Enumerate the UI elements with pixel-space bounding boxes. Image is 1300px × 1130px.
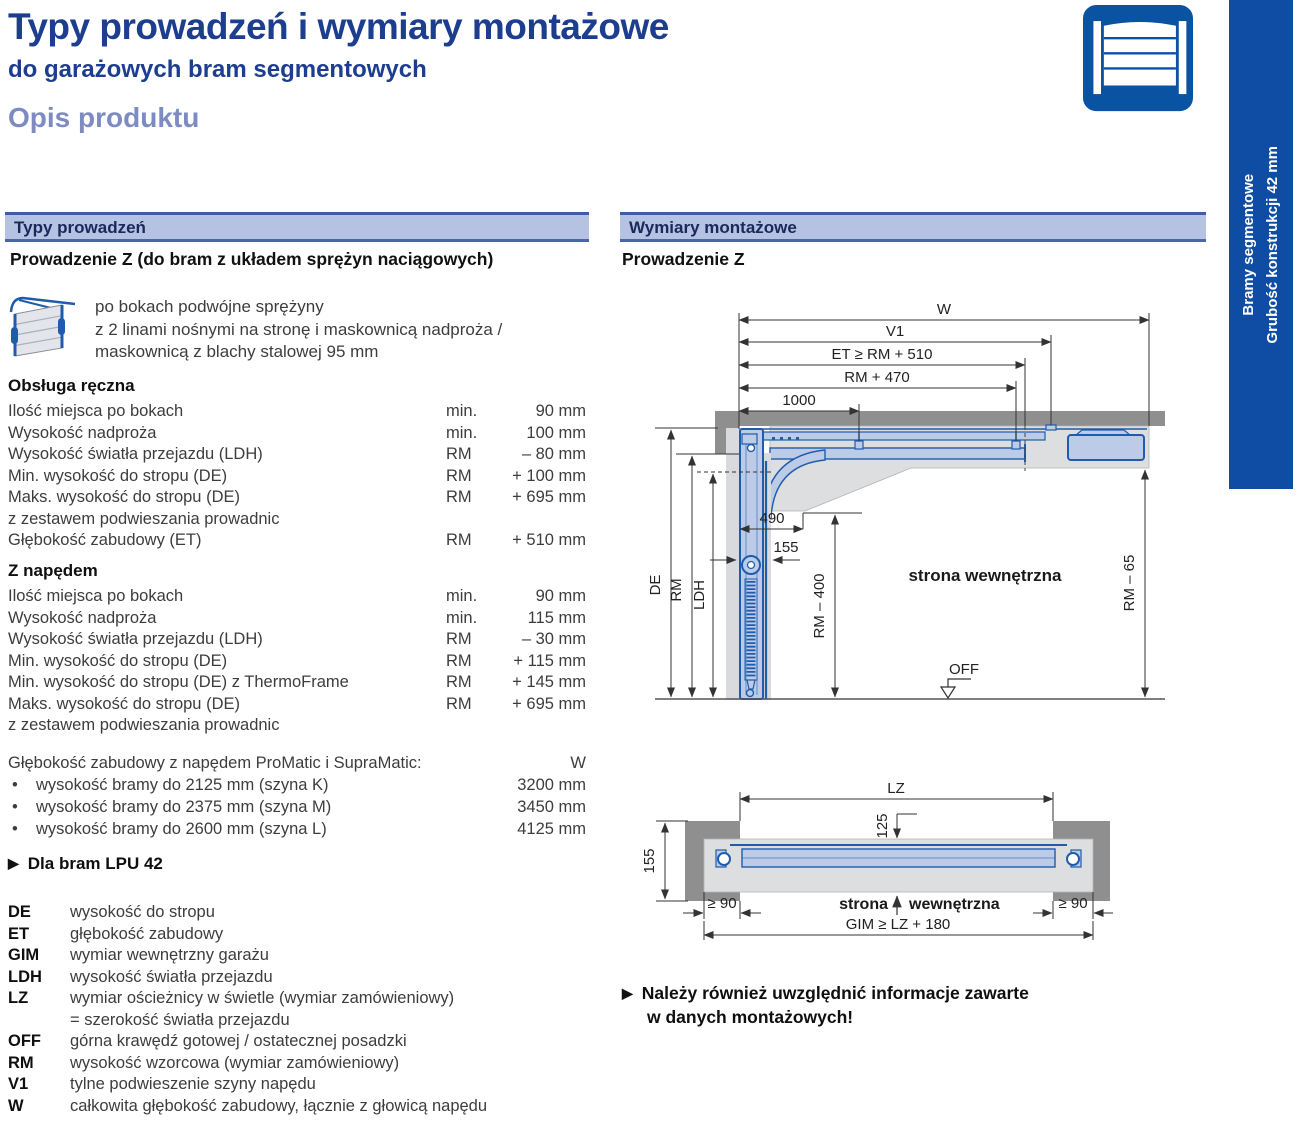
legend-row: DE wysokość do stropu bbox=[8, 903, 215, 921]
table-row: Ilość miejsca po bokach min. 90 mm bbox=[8, 402, 586, 420]
bottom-roller bbox=[747, 690, 754, 697]
operator-head bbox=[1068, 435, 1144, 460]
legend-row: OFF górna krawędź gotowej / ostatecznej posadzki bbox=[8, 1032, 407, 1050]
table-row: Maks. wysokość do stropu (DE) RM + 695 mm bbox=[8, 694, 586, 713]
operator-rail bbox=[742, 432, 1045, 440]
spec-table-powered bbox=[8, 561, 586, 737]
track-type-subhead: Prowadzenie Z (do bram z układem sprężyn naciągowych) bbox=[10, 249, 494, 269]
inside-label: strona wewnętrzna bbox=[908, 566, 1062, 585]
dim-label-155: 155 bbox=[773, 539, 799, 556]
table-row: Wysokość nadproża min. 115 mm bbox=[8, 608, 586, 627]
dim-label-1000: 1000 bbox=[782, 392, 816, 409]
legend-row: W całkowita głębokość zabudowy, łącznie z głowicą napędu bbox=[8, 1096, 488, 1115]
legend-row: LZ wymiar ościeżnicy w świetle (wymiar zamówieniowy) = szerokość światła przejazdu bbox=[8, 989, 455, 1029]
dim-label-rm65: RM – 65 bbox=[1121, 554, 1138, 612]
list-item: • wysokość bramy do 2600 mm (szyna L) 4125 mm bbox=[12, 820, 586, 838]
depth-heading-col: W bbox=[570, 754, 586, 772]
door-frame-strip bbox=[726, 428, 740, 700]
dim-label-rm400: RM – 400 bbox=[811, 573, 828, 639]
track-roller bbox=[748, 445, 755, 452]
dim-label-ldh: LDH bbox=[691, 579, 708, 611]
depth-heading: Głębokość zabudowy z napędem ProMatic i SupraMatic: bbox=[8, 754, 422, 772]
dim-label-gim: GIM ≥ LZ + 180 bbox=[845, 916, 951, 933]
floor-level-symbol bbox=[941, 687, 955, 698]
page-subtitle: do garażowych bram segmentowych bbox=[8, 56, 427, 83]
track-type-description: po bokach podwójne sprężyny z 2 linami nośnymi na stronę i maskownicą nadproża / maskownicą z blachy stalowej 95 mm bbox=[95, 297, 503, 361]
legend-row: GIM wymiar wewnętrzny garażu bbox=[8, 946, 269, 964]
inside-label-a: strona bbox=[839, 896, 888, 913]
sectional-door-icon bbox=[1082, 4, 1194, 119]
mounting-data-note: ▶ Należy również uwzględnić informacje zawarte w danych montażowych! bbox=[622, 983, 1029, 1027]
section-bar-track-types: Typy prowadzeń bbox=[5, 212, 589, 242]
roller-right bbox=[1067, 853, 1079, 865]
edge-tab-line2: Grubość konstrukcji 42 mm bbox=[1264, 145, 1281, 344]
legend-row: RM wysokość wzorcowa (wymiar zamówieniowy) bbox=[8, 1053, 400, 1072]
table-row: Min. wysokość do stropu (DE) z ThermoFrame RM + 145 mm bbox=[8, 673, 586, 691]
plan-view-drawing bbox=[620, 757, 1210, 947]
ceiling bbox=[715, 411, 1165, 426]
dim-label-125: 125 bbox=[874, 813, 891, 839]
spec-powered-title: Z napędem bbox=[8, 561, 98, 580]
legend-row: V1 tylne podwieszenie szyny napędu bbox=[8, 1075, 316, 1093]
table-row: z zestawem podwieszania prowadnic bbox=[8, 509, 280, 528]
table-row: z zestawem podwieszania prowadnic bbox=[8, 716, 280, 734]
dim-label-w: W bbox=[936, 301, 952, 318]
edge-tab-line1: Bramy segmentowe bbox=[1240, 173, 1257, 316]
table-row: Wysokość światła przejazdu (LDH) RM – 30 mm bbox=[8, 630, 586, 648]
page-title: Typy prowadzeń i wymiary montażowe bbox=[8, 6, 669, 47]
side-view-drawing bbox=[620, 293, 1210, 718]
ceiling-clip bbox=[1046, 425, 1056, 430]
dim-label-rm: RM bbox=[668, 578, 685, 602]
section-bar-mounting-dimensions: Wymiary montażowe bbox=[620, 212, 1206, 242]
legend-row: ET głębokość zabudowy bbox=[8, 924, 224, 943]
triangle-bullet-icon: ▶ bbox=[622, 985, 633, 1001]
table-row: Maks. wysokość do stropu (DE) RM + 695 mm bbox=[8, 488, 586, 506]
dim-label-et: ET ≥ RM + 510 bbox=[831, 346, 933, 363]
table-row: Ilość miejsca po bokach min. 90 mm bbox=[8, 587, 586, 605]
list-item: • wysokość bramy do 2125 mm (szyna K) 3200 mm bbox=[12, 776, 586, 794]
mounting-subhead: Prowadzenie Z bbox=[622, 249, 745, 269]
rail-hanger bbox=[1012, 441, 1020, 449]
table-row: Min. wysokość do stropu (DE) RM + 115 mm bbox=[8, 651, 586, 670]
triangle-bullet-icon: ▶ bbox=[8, 855, 19, 871]
dim-label-ge90-right: ≥ 90 bbox=[1058, 895, 1088, 912]
off-label: OFF bbox=[949, 661, 979, 678]
dim-label-rm470: RM + 470 bbox=[844, 369, 910, 386]
rail-hanger bbox=[855, 441, 863, 449]
dim-label-de: DE bbox=[647, 574, 664, 596]
section-title: Opis produktu bbox=[8, 102, 200, 133]
table-row: Min. wysokość do stropu (DE) RM + 100 mm bbox=[8, 466, 586, 485]
dim-label-ge90-left: ≥ 90 bbox=[707, 895, 737, 912]
legend-row: LDH wysokość światła przejazdu bbox=[8, 967, 273, 986]
spec-table-manual bbox=[8, 376, 586, 552]
dim-label-155-plan: 155 bbox=[641, 848, 658, 874]
table-row: Wysokość światła przejazdu (LDH) RM – 80 mm bbox=[8, 445, 586, 463]
door-spring-pictogram bbox=[5, 291, 87, 370]
dim-label-v1: V1 bbox=[885, 323, 905, 340]
dim-label-lz: LZ bbox=[887, 780, 905, 797]
dimension-legend bbox=[8, 902, 586, 1117]
roller-left bbox=[718, 853, 730, 865]
lpu-note: ▶ Dla bram LPU 42 bbox=[8, 854, 163, 873]
list-item: • wysokość bramy do 2375 mm (szyna M) 3450 mm bbox=[12, 798, 586, 816]
table-row: Głębokość zabudowy (ET) RM + 510 mm bbox=[8, 531, 586, 549]
spec-manual-title: Obsługa ręczna bbox=[8, 376, 135, 395]
inside-label-b: wewnętrzna bbox=[909, 896, 1000, 913]
edge-tab bbox=[1229, 0, 1293, 489]
depth-with-operator bbox=[8, 752, 586, 840]
table-row: Wysokość nadproża min. 100 mm bbox=[8, 423, 586, 442]
dim-label-490: 490 bbox=[759, 510, 785, 527]
